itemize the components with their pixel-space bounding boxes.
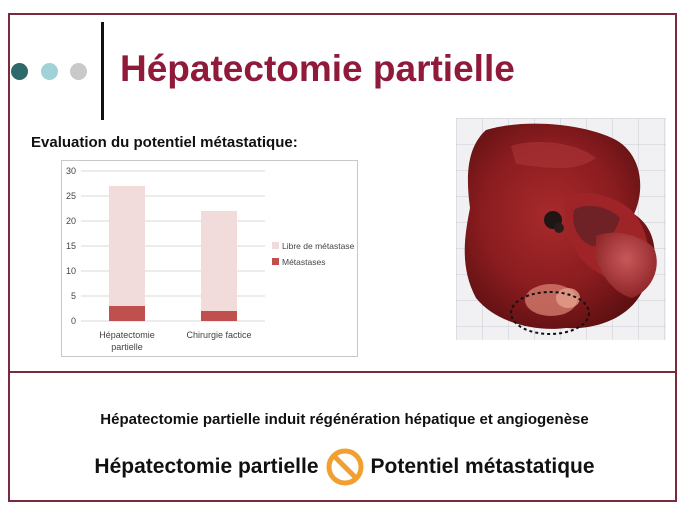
stacked-bar-chart [62, 161, 357, 356]
conclusion-right: Potentiel métastatique [370, 455, 595, 478]
legend-swatch [272, 258, 279, 265]
x-tick-label: Chirurgie factice [186, 330, 252, 340]
bullet-dot-grey [70, 63, 87, 80]
bar-segment [109, 306, 145, 321]
y-tick-label: 25 [65, 191, 76, 201]
bar-segment [109, 186, 145, 306]
no-sign-icon [325, 447, 365, 487]
liver-image [456, 118, 666, 340]
legend-label: Libre de métastase [282, 241, 355, 251]
y-tick-label: 10 [65, 266, 76, 276]
section-divider [8, 371, 677, 373]
y-tick-label: 0 [70, 316, 76, 326]
section-subtitle: Evaluation du potentiel métastatique: [31, 134, 298, 151]
liver-photo [456, 118, 666, 340]
x-tick-label: Hépatectomie [99, 330, 155, 340]
bullet-dot-light [41, 63, 58, 80]
y-tick-label: 20 [65, 216, 76, 226]
conclusion-text: Hépatectomie partielle induit régénération hépatique et angiogenèse [100, 411, 589, 428]
conclusion-row [0, 449, 689, 485]
bullet-dot-dark [11, 63, 28, 80]
title-separator [101, 22, 104, 120]
y-tick-label: 15 [65, 241, 76, 251]
conclusion-left: Hépatectomie partielle [94, 455, 319, 478]
legend-swatch [272, 242, 279, 249]
legend-label: Métastases [282, 257, 326, 267]
bar-segment [201, 311, 237, 321]
slide-title: Hépatectomie partielle [120, 48, 515, 89]
x-tick-label: partielle [111, 342, 143, 352]
y-tick-label: 30 [65, 166, 76, 176]
bar-segment [201, 211, 237, 311]
y-tick-label: 5 [70, 291, 76, 301]
chart-container [61, 160, 358, 357]
